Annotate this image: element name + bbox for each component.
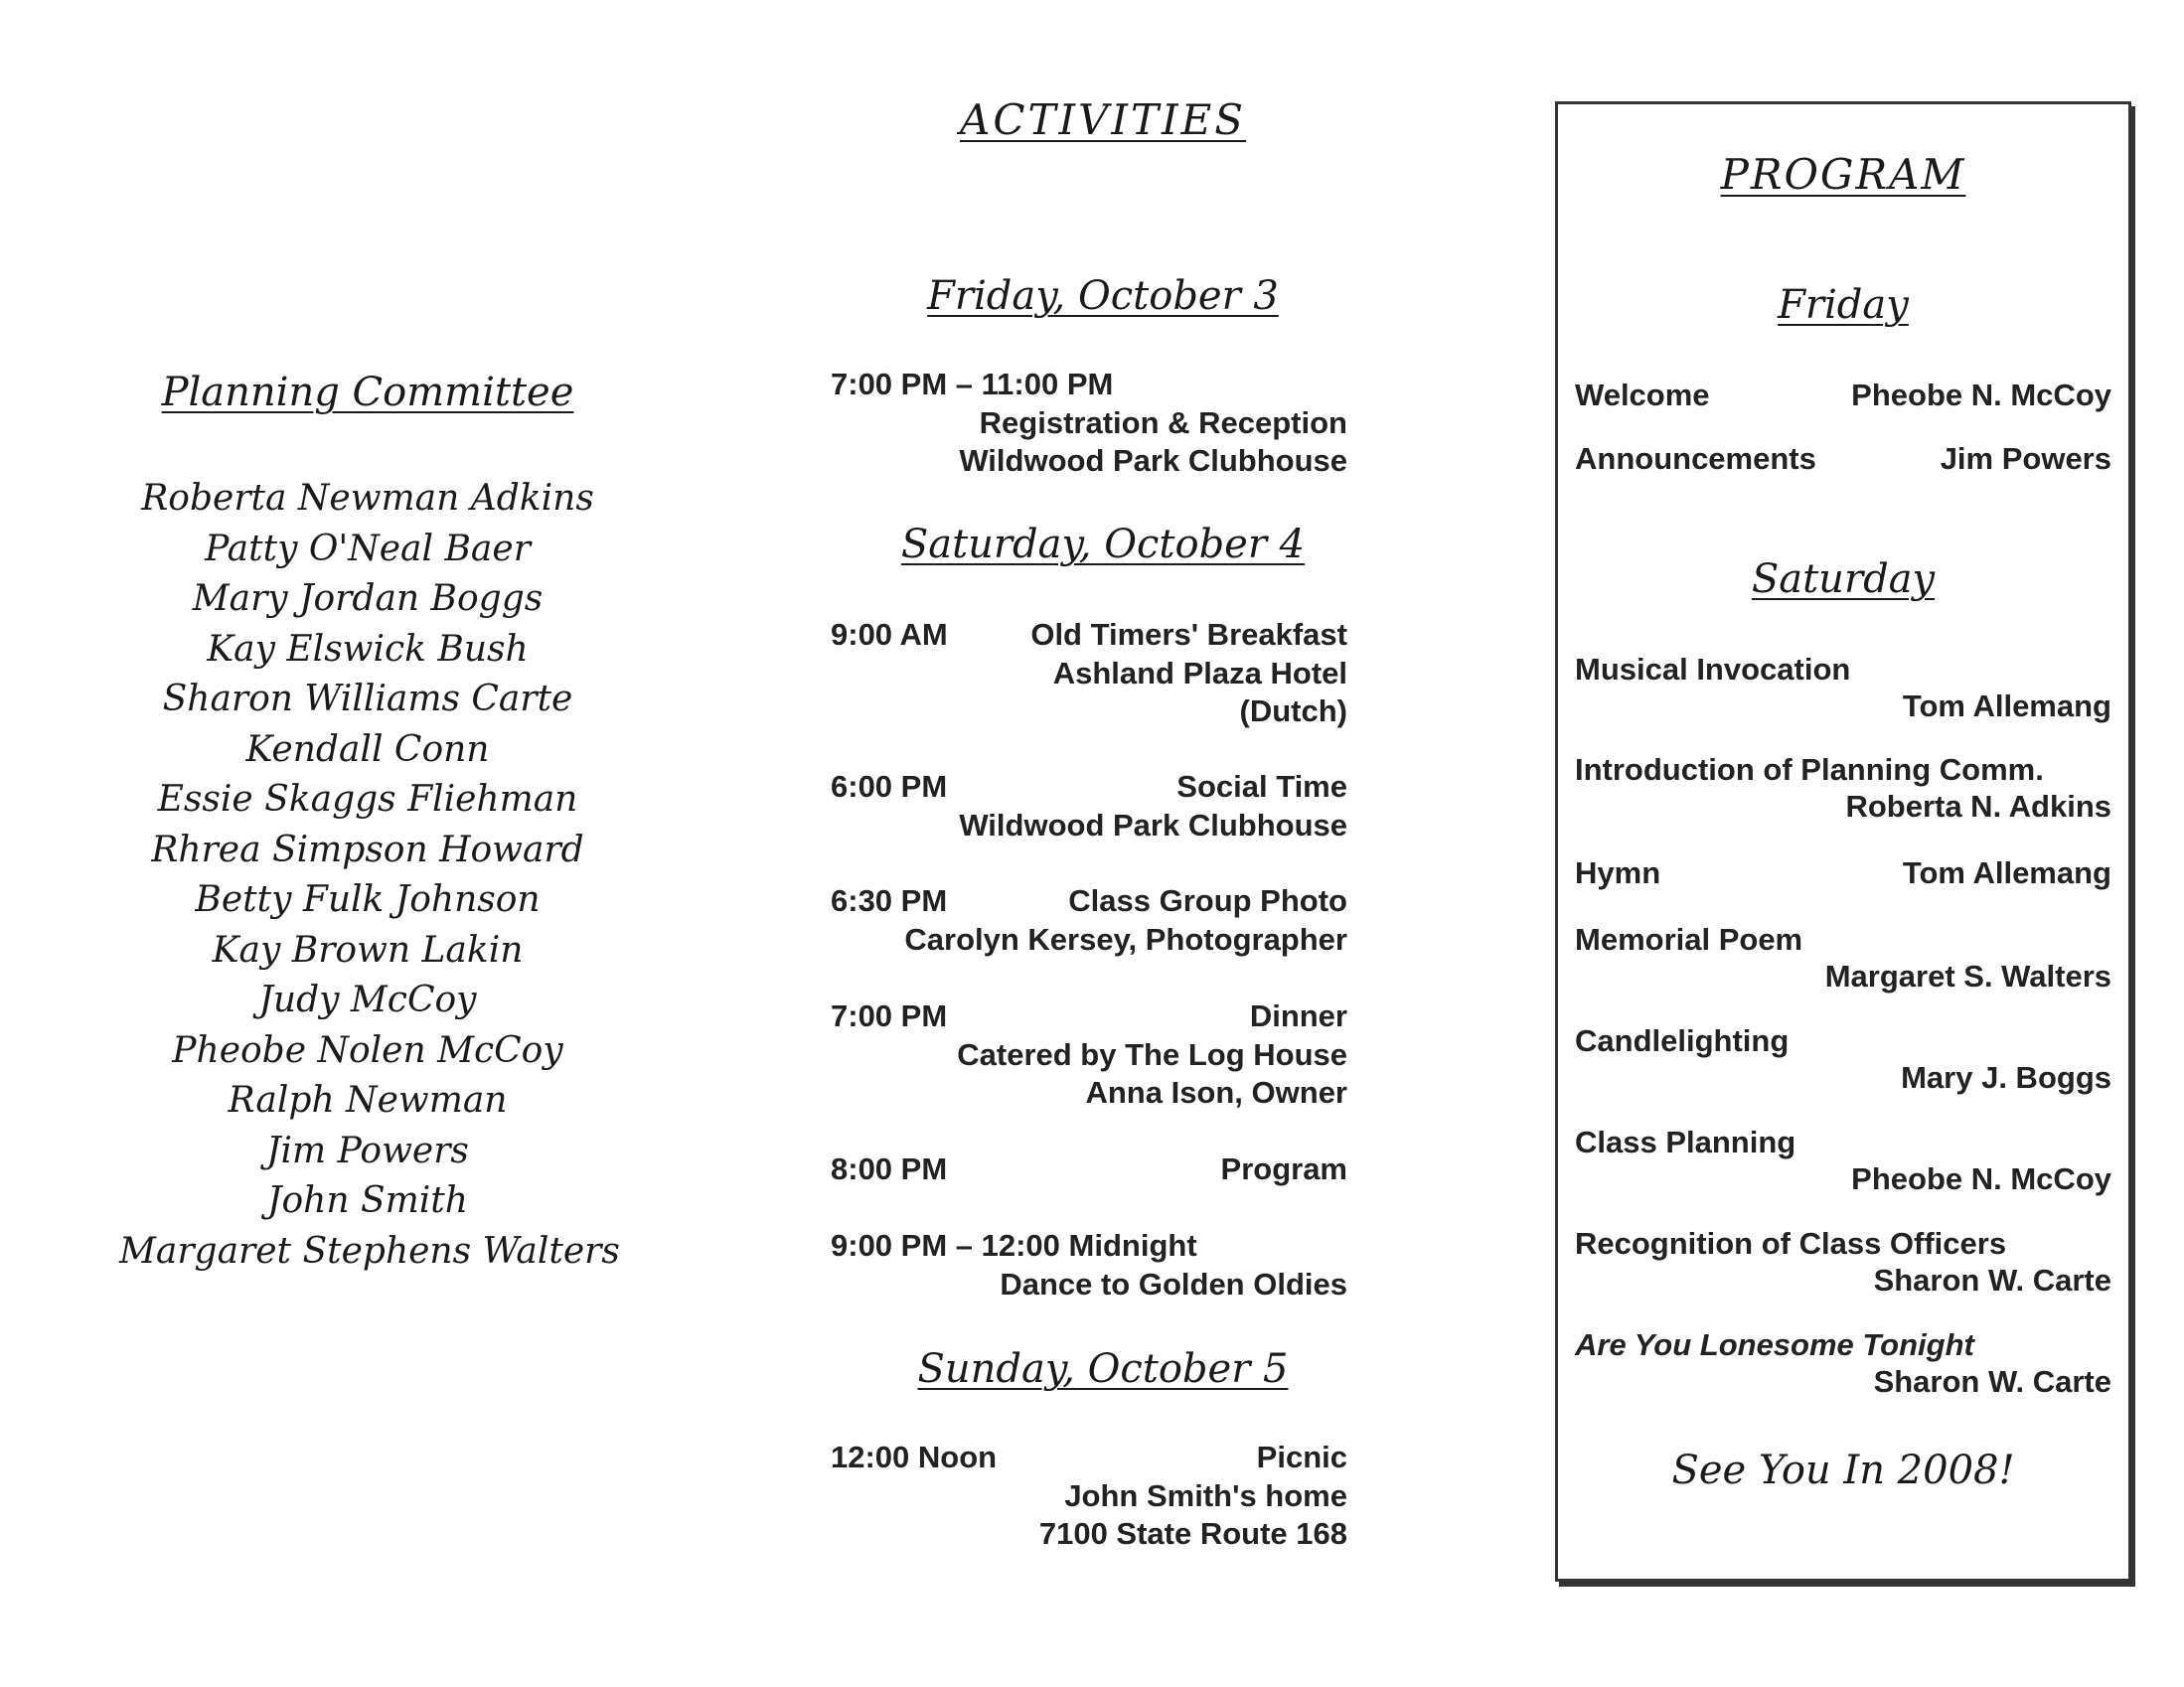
activity-event: Dinner	[1249, 998, 1347, 1033]
activity-time: 9:00 PM – 12:00 Midnight	[831, 1228, 1197, 1263]
activity-item	[831, 1227, 1347, 1304]
program-item-title: Welcome	[1575, 378, 1710, 412]
activities-sunday-heading: Sunday, October 5	[917, 1346, 1289, 1392]
program-item-title: Introduction of Planning Comm.	[1575, 752, 2044, 787]
program-item-title: Recognition of Class Officers	[1575, 1226, 2007, 1261]
committee-member: Kay Elswick Bush	[207, 628, 529, 670]
program-item-title: Announcements	[1575, 441, 1816, 476]
committee-member: Jim Powers	[266, 1130, 469, 1171]
activity-note: (Dutch)	[1239, 693, 1347, 728]
committee-member: John Smith	[267, 1180, 468, 1221]
activity-item	[831, 366, 1347, 481]
activity-location: Wildwood Park Clubhouse	[959, 807, 1347, 843]
program-item	[1575, 854, 2111, 891]
activity-item	[831, 997, 1347, 1113]
activity-event: Class Group Photo	[1068, 883, 1347, 918]
program-item	[1575, 1225, 2111, 1299]
program-item-person: Tom Allemang	[1902, 855, 2111, 890]
committee-member: Sharon Williams Carte	[162, 679, 573, 719]
program-item-person: Mary J. Boggs	[1901, 1060, 2111, 1095]
committee-member: Margaret Stephens Walters	[119, 1230, 620, 1272]
activity-time: 6:00 PM	[831, 769, 948, 804]
activity-time: 9:00 AM	[831, 617, 948, 652]
program-item-person: Sharon W. Carte	[1873, 1263, 2111, 1298]
activity-time: 7:00 PM – 11:00 PM	[831, 367, 1114, 401]
activity-event: Picnic	[1256, 1440, 1347, 1474]
planning-committee-heading: Planning Committee	[161, 370, 574, 415]
activity-item	[831, 1439, 1347, 1554]
committee-member: Judy McCoy	[258, 980, 477, 1020]
activity-address: 7100 State Route 168	[1038, 1516, 1347, 1551]
committee-member: Mary Jordan Boggs	[192, 578, 544, 619]
activities-title: ACTIVITIES	[959, 95, 1247, 144]
program-item	[1575, 921, 2111, 995]
program-item-title: Hymn	[1575, 855, 1661, 890]
program-item-title: Are You Lonesome Tonight	[1575, 1327, 1974, 1362]
committee-member: Kendall Conn	[245, 728, 490, 770]
committee-member-list	[119, 474, 620, 1277]
committee-member: Ralph Newman	[228, 1080, 508, 1121]
activity-note: Anna Ison, Owner	[1085, 1075, 1347, 1110]
committee-member: Pheobe Nolen McCoy	[172, 1029, 563, 1071]
program-item-person: Margaret S. Walters	[1824, 959, 2111, 994]
program-item-title: Musical Invocation	[1575, 652, 1851, 687]
program-item-title: Memorial Poem	[1575, 922, 1803, 957]
program-item	[1575, 651, 2111, 724]
activity-item	[831, 1150, 1347, 1189]
activity-location: Wildwood Park Clubhouse	[959, 443, 1347, 478]
activity-event: Registration & Reception	[979, 404, 1347, 440]
program-item	[1575, 440, 2111, 477]
activity-time: 6:30 PM	[831, 883, 948, 918]
activities-saturday-heading: Saturday, October 4	[900, 522, 1306, 567]
program-item	[1575, 1326, 2111, 1400]
program-saturday-heading: Saturday	[1751, 556, 1936, 602]
committee-member: Kay Brown Lakin	[212, 929, 524, 971]
program-item	[1575, 1124, 2111, 1197]
closing-message: See You In 2008!	[1671, 1448, 2015, 1493]
program-item	[1575, 1022, 2111, 1096]
activity-location: John Smith's home	[1064, 1477, 1347, 1513]
program-item-person: Roberta N. Adkins	[1845, 789, 2111, 824]
committee-member: Rhrea Simpson Howard	[151, 829, 584, 870]
program-item-person: Pheobe N. McCoy	[1851, 378, 2111, 412]
program-friday-heading: Friday	[1778, 282, 1909, 328]
activity-item	[831, 616, 1347, 731]
program-item-title: Candlelighting	[1575, 1023, 1790, 1058]
committee-member: Roberta Newman Adkins	[141, 478, 594, 519]
activity-event: Old Timers' Breakfast	[1030, 617, 1347, 652]
committee-member: Essie Skaggs Fliehman	[157, 779, 578, 820]
program-box	[1555, 101, 2131, 1582]
program-item	[1575, 751, 2111, 825]
activity-time: 12:00 Noon	[831, 1440, 998, 1474]
activity-event: Dance to Golden Oldies	[1000, 1266, 1347, 1302]
activity-detail: Carolyn Kersey, Photographer	[904, 921, 1347, 957]
activity-item	[831, 882, 1347, 959]
activity-event: Social Time	[1176, 769, 1347, 804]
activity-event: Program	[1220, 1151, 1347, 1186]
activity-item	[831, 768, 1347, 844]
program-item-person: Pheobe N. McCoy	[1851, 1161, 2111, 1196]
program-item-title: Class Planning	[1575, 1125, 1796, 1159]
activity-detail: Catered by The Log House	[957, 1036, 1347, 1072]
program-item	[1575, 377, 2111, 413]
committee-member: Patty O'Neal Baer	[205, 528, 531, 569]
activities-friday-heading: Friday, October 3	[927, 273, 1279, 319]
activity-time: 7:00 PM	[831, 998, 948, 1033]
program-title: PROGRAM	[1720, 150, 1966, 199]
program-item-person: Jim Powers	[1940, 441, 2111, 476]
activity-location: Ashland Plaza Hotel	[1052, 655, 1347, 690]
program-item-person: Tom Allemang	[1902, 689, 2111, 723]
committee-member: Betty Fulk Johnson	[195, 879, 541, 920]
activity-time: 8:00 PM	[831, 1151, 948, 1186]
program-item-person: Sharon W. Carte	[1873, 1364, 2111, 1399]
planning-committee-section	[119, 370, 620, 1277]
